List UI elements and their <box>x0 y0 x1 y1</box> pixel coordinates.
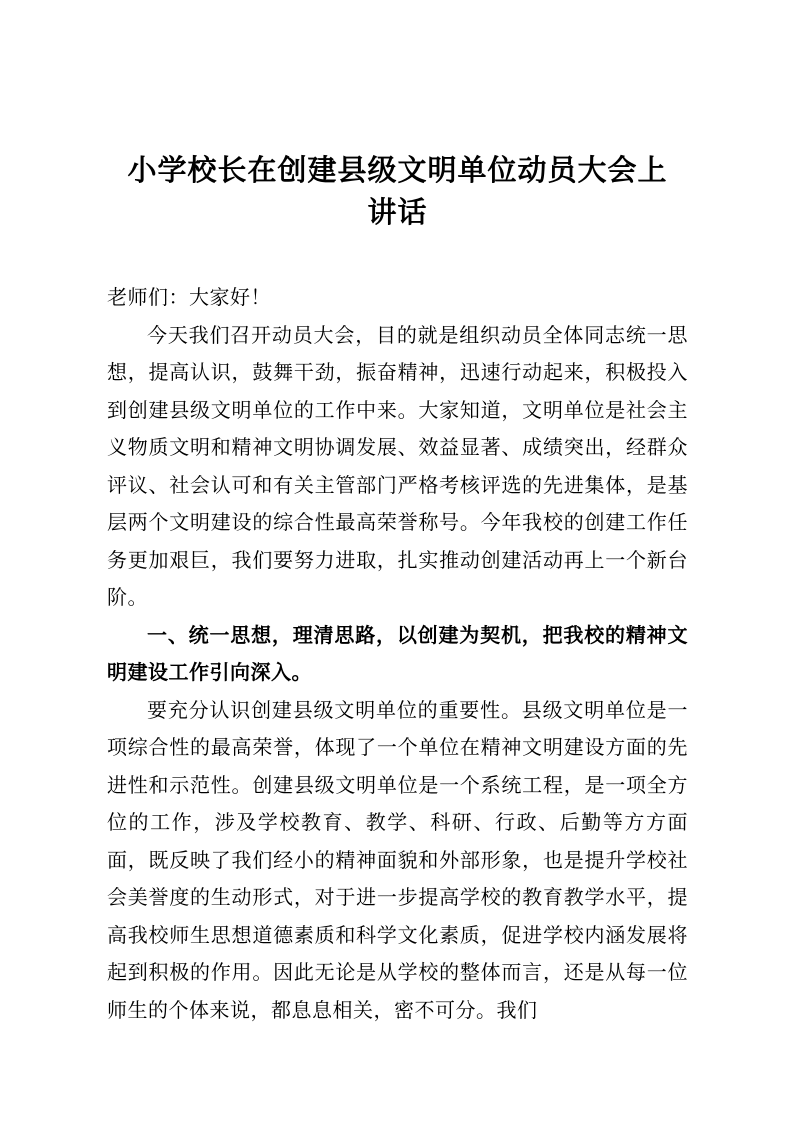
paragraph-body-2: 要充分认识创建县级文明单位的重要性。县级文明单位是一项综合性的最高荣誉，体现了一个单位在精神文明建设方面的先进性和示范性。创建县级文明单位是一个系统工程，是一项全方位的工作，涉及学校教育、教学、科研、行政、后勤等方方面面，既反映了我们经小的精神面貌和外部形象，也是提升学校社会美誉度的生动形式，对于进一步提高学校的教育教学水平，提高我校师生思想道德素质和科学文化素质，促进学校内涵发展将起到积极的作用。因此无论是从学校的整体而言，还是从每一位师生的个体来说，都息息相关，密不可分。我们 <box>107 699 688 1022</box>
paragraph-section-heading: 一、统一思想，理清思路，以创建为契机，把我校的精神文明建设工作引向深入。 <box>107 624 688 685</box>
document-title: 小学校长在创建县级文明单位动员大会上讲话 <box>127 155 668 230</box>
paragraph-greeting: 老师们：大家好！ <box>107 287 271 310</box>
paragraph-body-1: 今天我们召开动员大会，目的就是组织动员全体同志统一思想，提高认识，鼓舞干劲，振奋精神，迅速行动起来，积极投入到创建县级文明单位的工作中来。大家知道，文明单位是社会主义物质文明和精神文明协调发展、效益显著、成绩突出，经群众评议、社会认可和有关主管部门严格考核评选的先进集体，是基层两个文明建设的综合性最高荣誉称号。今年我校的创建工作任务更加艰巨，我们要努力进取，扎实推动创建活动再上一个新台阶。 <box>107 324 688 610</box>
